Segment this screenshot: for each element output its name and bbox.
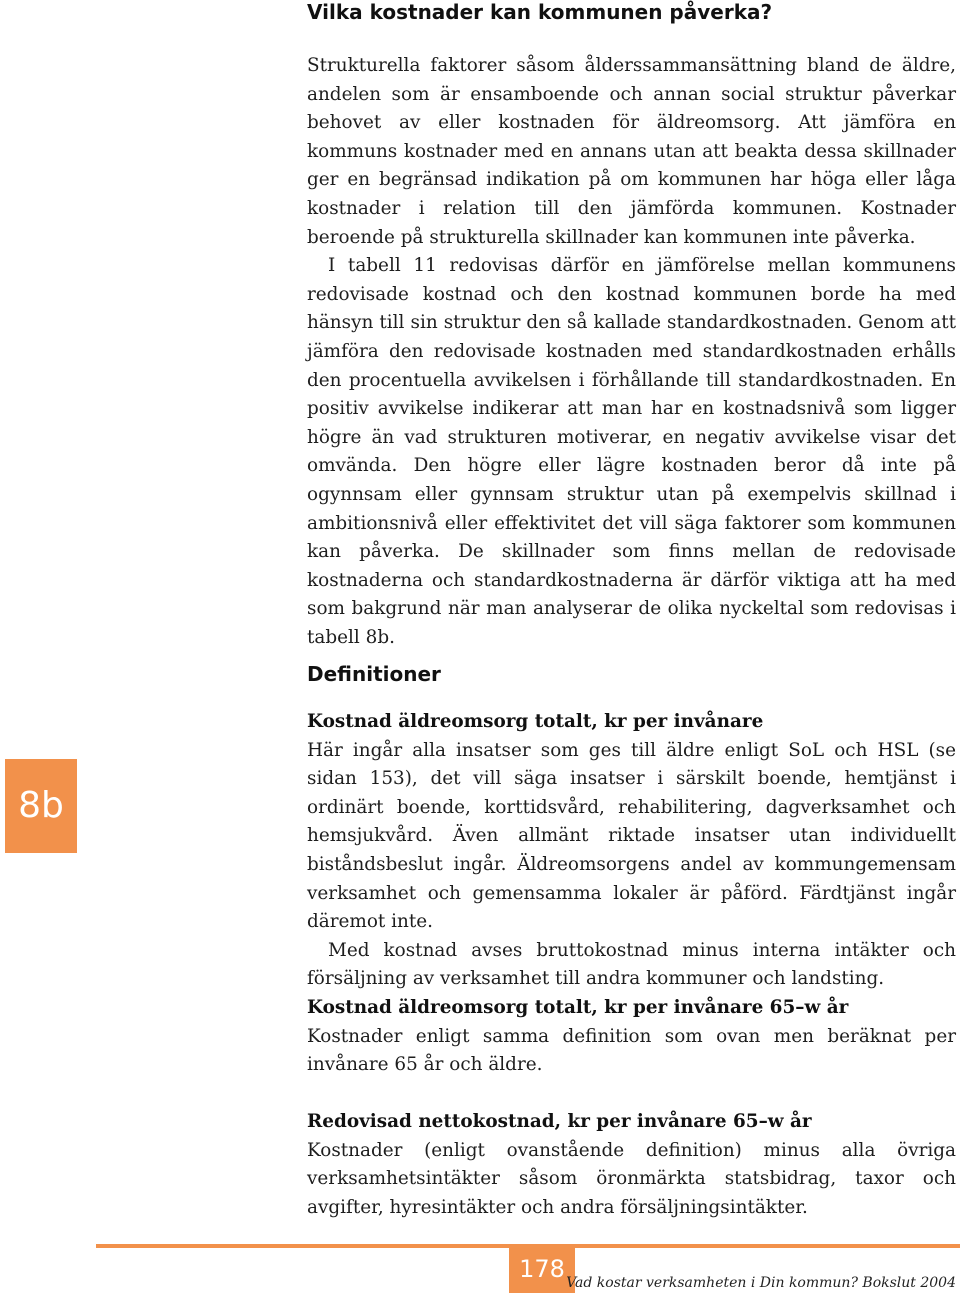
- definition-paragraph: Med kostnad avses bruttokostnad minus interna intäkter och försäljning av verksamhet till andra kommuner och landsting.: [307, 939, 956, 990]
- definition-title: Kostnad äldreomsorg totalt, kr per invånare 65–w år: [307, 997, 849, 1018]
- intro-text: [307, 52, 956, 652]
- definition-paragraph: Här ingår alla insatser som ges till äldre enligt SoL och HSL (se sidan 153), det vill säga insatser i särskilt boende, hemtjänst i ordinärt boende, korttidsvård, rehabilitering, dagverksamhet och hemsjukvård. Även allmänt riktade insatser utan individuellt biståndsbeslut ingår. Äldreomsorgens andel av kommungemensam verksamhet och gemensamma lokaler är påförd. Färdtjänst ingår däremot inte.: [307, 739, 956, 933]
- definition-paragraph: Kostnader enligt samma definition som ovan men beräknat per invånare 65 år och äldre.: [307, 1025, 956, 1076]
- definition-body: [307, 1023, 956, 1080]
- definition-title: Redovisad nettokostnad, kr per invånare 65–w år: [307, 1111, 812, 1132]
- definition-block: [307, 708, 956, 994]
- section-tab: 8b: [5, 759, 77, 853]
- intro-paragraph: Strukturella faktorer såsom ålderssammansättning bland de äldre, andelen som är ensamboende och annan social struktur påverkar behovet av eller kostnaden för äldreomsorg. Att jämföra en kommuns kostnader med en annans utan att beakta dessa skillnader ger en begränsad indikation på om kommunen har höga eller låga kostnader i relation till den jämförda kommunen. Kostnader beroende på strukturella skillnader kan kommunen inte påverka.: [307, 55, 956, 248]
- definition-paragraph: Kostnader (enligt ovanstående definition) minus alla övriga verksamhetsintäkter såsom öronmärkta statsbidrag, taxor och avgifter, hyresintäkter och andra försäljningsintäkter.: [307, 1139, 956, 1218]
- section-heading: Vilka kostnader kan kommunen påverka?: [307, 0, 773, 24]
- definition-block: [307, 994, 956, 1080]
- definition-body: [307, 1137, 956, 1223]
- definition-body: [307, 737, 956, 994]
- definition-block: [307, 1108, 956, 1222]
- page-number: 178: [509, 1245, 575, 1293]
- footer-title: Vad kostar verksamheten i Din kommun? Bokslut 2004: [566, 1275, 956, 1291]
- intro-paragraph: I tabell 11 redovisas därför en jämförelse mellan kommunens redovisade kostnad och den kostnad kommunen borde ha med hänsyn till sin struktur den så kallade standardkostnaden. Genom att jämföra den redovisade kostnaden med standardkostnaden erhålls den procentuella avvikelsen i förhållande till standardkostnaden. En positiv avvikelse indikerar att man har en kostnadsnivå som ligger högre än vad strukturen motiverar, en negativ avvikelse visar det omvända. Den högre eller lägre kostnaden beror då inte på ogynnsam eller gynnsam struktur utan på exempelvis skillnad i ambitionsnivå eller effektivitet det vill säga faktorer som kommunen kan påverka. De skillnader som finns mellan de redovisade kostnaderna och standardkostnaderna är därför viktiga att ha med som bakgrund när man analyserar de olika nyckeltal som redovisas i tabell 8b.: [307, 255, 956, 648]
- definition-title: Kostnad äldreomsorg totalt, kr per invånare: [307, 711, 764, 732]
- definitions-heading: Definitioner: [307, 662, 441, 686]
